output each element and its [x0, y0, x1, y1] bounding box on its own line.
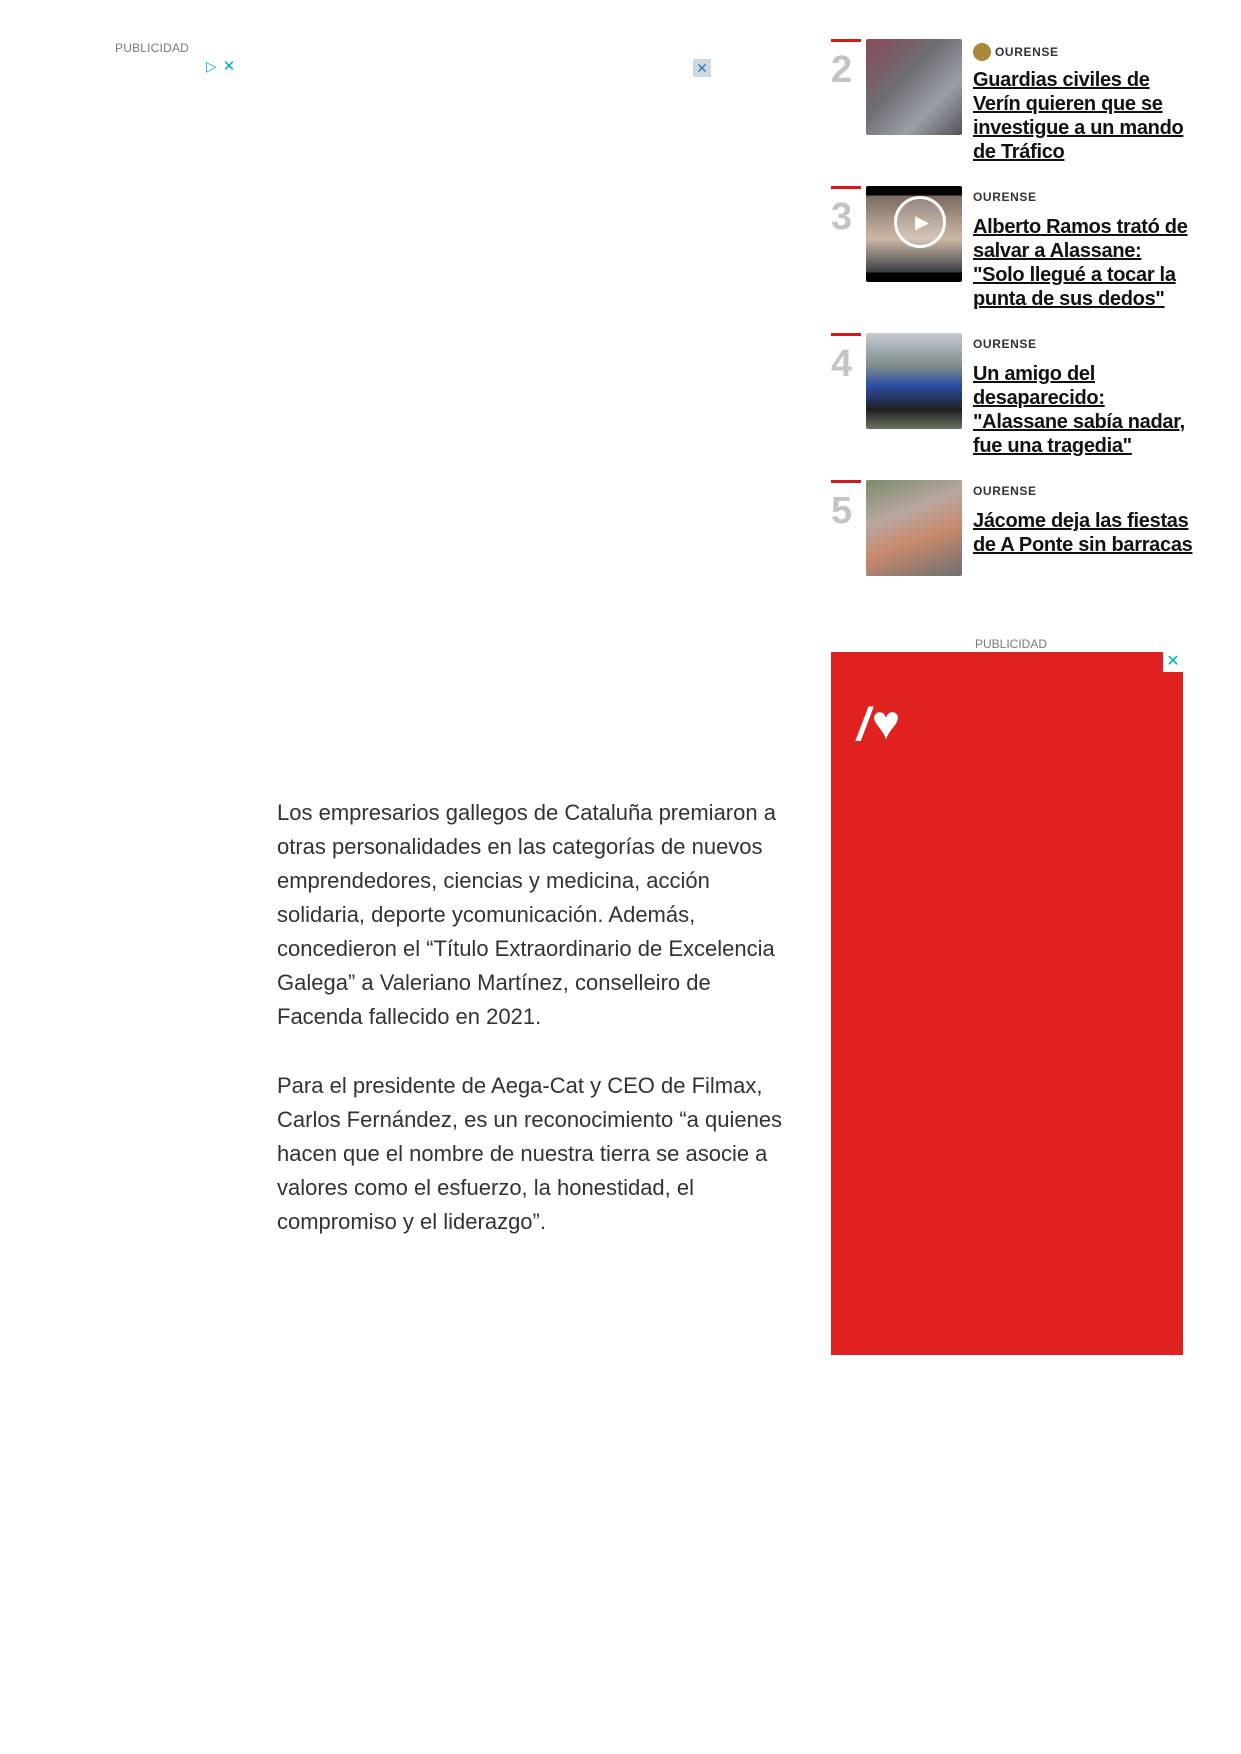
rank-divider — [831, 39, 861, 42]
article-thumbnail[interactable] — [866, 480, 962, 576]
article-thumbnail[interactable] — [866, 39, 962, 135]
section-label-text: OURENSE — [973, 484, 1037, 498]
ad-close-button[interactable]: ✕ — [693, 59, 711, 77]
article-headline-link[interactable]: Jácome deja las fiestas de A Ponte sin barracas — [973, 510, 1193, 556]
section-label-text: OURENSE — [995, 45, 1059, 59]
section-label-text: OURENSE — [973, 337, 1037, 351]
rank-number: 4 — [831, 343, 853, 385]
logo-slash: / — [857, 697, 870, 750]
rank-divider — [831, 186, 861, 189]
advertising-label: PUBLICIDAD — [115, 41, 190, 55]
most-read-item[interactable] — [831, 480, 1193, 615]
section-label[interactable] — [973, 337, 1037, 351]
advertising-label: PUBLICIDAD — [975, 637, 1048, 651]
premium-badge-icon — [973, 43, 991, 61]
rank-number: 2 — [831, 49, 853, 91]
article-paragraph: Los empresarios gallegos de Cataluña premiaron a otras personalidades en las categorías de nuevos emprendedores, ciencias y medicina, acción solidaria, deporte ycomunicación. Además, concedieron el “Título Extraordinario de Excelencia Galega” a Valeriano Martínez, conselleiro de Facenda fallecido en 2021. — [277, 800, 776, 1029]
play-icon[interactable]: ▶ — [894, 196, 946, 248]
adchoices-close-icon[interactable]: ✕ — [222, 58, 236, 75]
heart-icon: ♥ — [871, 697, 901, 750]
section-label-text: OURENSE — [973, 190, 1037, 204]
rank-number: 5 — [831, 490, 853, 532]
article-headline-link[interactable]: Un amigo del desaparecido: "Alassane sabía nadar, fue una tragedia" — [973, 363, 1185, 457]
advertisement-banner[interactable] — [831, 652, 1183, 1355]
section-label[interactable] — [973, 190, 1037, 204]
section-label[interactable] — [973, 43, 1059, 61]
article-thumbnail[interactable] — [866, 186, 962, 282]
article-headline-link[interactable]: Alberto Ramos trató de salvar a Alassane: "Solo llegué a tocar la punta de sus dedos" — [973, 216, 1188, 310]
rank-divider — [831, 333, 861, 336]
section-label[interactable] — [973, 484, 1037, 498]
most-read-item[interactable] — [831, 39, 1187, 174]
close-icon[interactable]: ✕ — [1163, 652, 1183, 672]
article-thumbnail[interactable] — [866, 333, 962, 429]
most-read-item[interactable] — [831, 186, 1187, 321]
adchoices-button[interactable] — [206, 58, 242, 74]
article-paragraph: Para el presidente de Aega-Cat y CEO de Filmax, Carlos Fernández, es un reconocimiento “a quienes hacen que el nombre de nuestra tierra se asocie a valores como el esfuerzo, la honestidad, el compromiso y el liderazgo”. — [277, 1073, 783, 1234]
rank-divider — [831, 480, 861, 483]
article-headline-link[interactable]: Guardias civiles de Verín quieren que se investigue a un mando de Tráfico — [973, 69, 1184, 163]
brand-logo — [857, 696, 900, 751]
rank-number: 3 — [831, 196, 853, 238]
most-read-item[interactable] — [831, 333, 1187, 468]
adchoices-play-icon: ▷ — [206, 57, 217, 74]
